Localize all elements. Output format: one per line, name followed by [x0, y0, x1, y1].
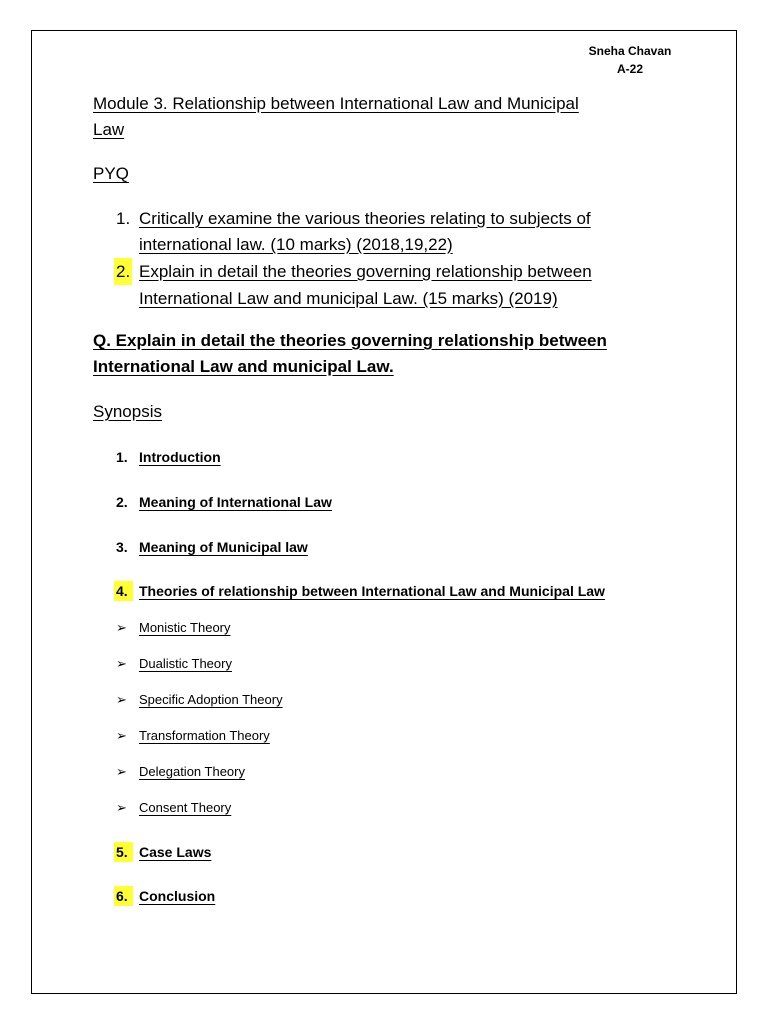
page-border: [31, 30, 737, 994]
author-name: Sneha Chavan: [588, 44, 672, 58]
synopsis-item: Meaning of Municipal law: [139, 539, 308, 555]
synopsis-item: Theories of relationship between International Law and Municipal Law: [139, 583, 605, 599]
theory-item: Delegation Theory: [139, 764, 245, 779]
synopsis-item: Meaning of International Law: [139, 494, 332, 510]
synopsis-heading: Synopsis: [93, 402, 162, 421]
synopsis-number: 3.: [116, 539, 128, 555]
arrow-bullet-icon: ➢: [116, 656, 127, 671]
synopsis-number: 1.: [116, 449, 128, 465]
pyq-number-highlighted: 2.: [114, 258, 132, 285]
theory-item: Consent Theory: [139, 800, 232, 815]
synopsis-number: 2.: [116, 494, 128, 510]
pyq-number: 1.: [116, 209, 131, 228]
synopsis-item: Conclusion: [139, 888, 216, 904]
synopsis-number-highlighted: 4.: [114, 581, 133, 601]
author-roll: A-22: [616, 62, 643, 76]
arrow-bullet-icon: ➢: [116, 692, 127, 707]
pyq-item-text: international law. (10 marks) (2018,19,22): [139, 235, 453, 254]
question-line1: Q. Explain in detail the theories governing relationship between: [93, 331, 607, 350]
pyq-item-text: International Law and municipal Law. (15 marks) (2019): [139, 289, 558, 308]
synopsis-number-highlighted: 6.: [114, 886, 133, 906]
pyq-item-text: Critically examine the various theories relating to subjects of: [139, 209, 591, 228]
synopsis-item: Case Laws: [139, 844, 212, 860]
arrow-bullet-icon: ➢: [116, 620, 127, 635]
module-title-line1: Module 3. Relationship between International Law and Municipal: [93, 94, 579, 113]
theory-item: Dualistic Theory: [139, 656, 232, 671]
synopsis-item: Introduction: [139, 449, 221, 465]
theory-item: Monistic Theory: [139, 620, 231, 635]
theory-item: Transformation Theory: [139, 728, 270, 743]
arrow-bullet-icon: ➢: [116, 800, 127, 815]
question-line2: International Law and municipal Law.: [93, 357, 394, 376]
arrow-bullet-icon: ➢: [116, 764, 127, 779]
synopsis-number-highlighted: 5.: [114, 842, 133, 862]
arrow-bullet-icon: ➢: [116, 728, 127, 743]
pyq-heading: PYQ: [93, 164, 129, 183]
pyq-item-text: Explain in detail the theories governing relationship between: [139, 262, 592, 281]
theory-item: Specific Adoption Theory: [139, 692, 283, 707]
module-title-line2: Law: [93, 120, 125, 139]
